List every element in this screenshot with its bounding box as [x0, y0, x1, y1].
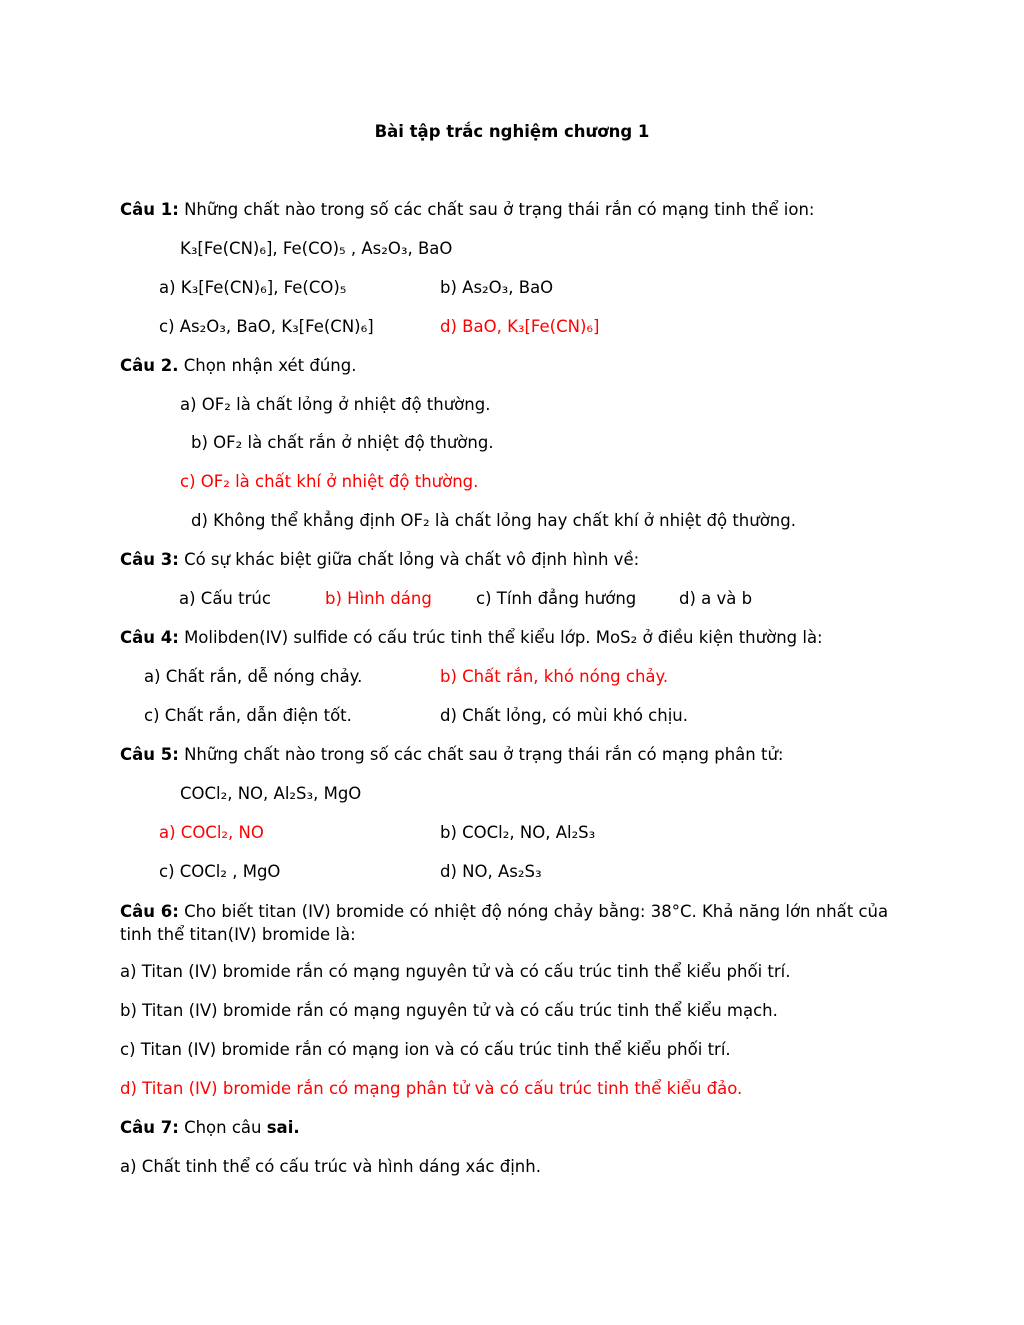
question-5: [120, 744, 783, 766]
q3-option-a: a) Cấu trúc: [179, 589, 271, 608]
question-text: Chọn câu: [178, 1118, 267, 1137]
question-text: Có sự khác biệt giữa chất lỏng và chất vô định hình về:: [178, 550, 640, 569]
question-label: Câu 7:: [120, 1118, 179, 1137]
q2-option-c-answer: c) OF₂ là chất khí ở nhiệt độ thường.: [180, 472, 479, 491]
q3-option-d: d) a và b: [679, 589, 753, 608]
q2-option-a: a) OF₂ là chất lỏng ở nhiệt độ thường.: [180, 395, 491, 414]
q6-option-c: c) Titan (IV) bromide rắn có mạng ion và có cấu trúc tinh thể kiểu phối trí.: [120, 1040, 731, 1059]
q5-option-c: c) COCl₂ , MgO: [159, 862, 281, 881]
question-7: [120, 1117, 300, 1139]
question-emphasis: sai.: [266, 1118, 300, 1137]
q4-option-c: c) Chất rắn, dẫn điện tốt.: [144, 706, 352, 725]
question-label: Câu 3:: [120, 550, 179, 569]
question-4: [120, 627, 823, 649]
q1-option-b: b) As₂O₃, BaO: [440, 278, 554, 297]
q5-option-b: b) COCl₂, NO, Al₂S₃: [440, 823, 596, 842]
q4-option-b-answer: b) Chất rắn, khó nóng chảy.: [440, 667, 669, 686]
q5-given: COCl₂, NO, Al₂S₃, MgO: [180, 784, 362, 803]
question-text: Cho biết titan (IV) bromide có nhiệt độ nóng chảy bằng: 38°C. Khả năng lớn nhất của tinh thể titan(IV) bromide là:: [120, 902, 889, 944]
q2-option-b: b) OF₂ là chất rắn ở nhiệt độ thường.: [191, 433, 494, 452]
question-text: Những chất nào trong số các chất sau ở trạng thái rắn có mạng tinh thể ion:: [178, 200, 815, 219]
q6-option-a: a) Titan (IV) bromide rắn có mạng nguyên tử và có cấu trúc tinh thể kiểu phối trí.: [120, 962, 791, 981]
q4-option-d: d) Chất lỏng, có mùi khó chịu.: [440, 706, 688, 725]
question-6: [120, 900, 890, 946]
question-3: [120, 549, 639, 571]
q1-given: K₃[Fe(CN)₆], Fe(CO)₅ , As₂O₃, BaO: [180, 239, 453, 258]
question-1: [120, 199, 814, 221]
question-label: Câu 5:: [120, 745, 179, 764]
question-text: Những chất nào trong số các chất sau ở trạng thái rắn có mạng phân tử:: [178, 745, 784, 764]
q7-option-a: a) Chất tinh thể có cấu trúc và hình dáng xác định.: [120, 1157, 541, 1176]
question-text: Molibden(IV) sulfide có cấu trúc tinh thể kiểu lớp. MoS₂ ở điều kiện thường là:: [178, 628, 823, 647]
question-label: Câu 2.: [120, 356, 179, 375]
question-label: Câu 1:: [120, 200, 179, 219]
question-2: [120, 355, 356, 377]
page-title: Bài tập trắc nghiệm chương 1: [374, 122, 650, 141]
q3-option-b-answer: b) Hình dáng: [325, 589, 432, 608]
q1-option-a: a) K₃[Fe(CN)₆], Fe(CO)₅: [159, 278, 347, 297]
question-label: Câu 4:: [120, 628, 179, 647]
question-label: Câu 6:: [120, 902, 179, 921]
q5-option-a-answer: a) COCl₂, NO: [159, 823, 264, 842]
q1-option-c: c) As₂O₃, BaO, K₃[Fe(CN)₆]: [159, 317, 374, 336]
question-text: Chọn nhận xét đúng.: [178, 356, 357, 375]
q3-option-c: c) Tính đẳng hướng: [476, 589, 637, 608]
q1-option-d-answer: d) BaO, K₃[Fe(CN)₆]: [440, 317, 600, 336]
q2-option-d: d) Không thể khẳng định OF₂ là chất lỏng hay chất khí ở nhiệt độ thường.: [191, 511, 796, 530]
q6-option-d-answer: d) Titan (IV) bromide rắn có mạng phân tử và có cấu trúc tinh thể kiểu đảo.: [120, 1079, 743, 1098]
q5-option-d: d) NO, As₂S₃: [440, 862, 542, 881]
q6-option-b: b) Titan (IV) bromide rắn có mạng nguyên tử và có cấu trúc tinh thể kiểu mạch.: [120, 1001, 778, 1020]
q4-option-a: a) Chất rắn, dễ nóng chảy.: [144, 667, 363, 686]
